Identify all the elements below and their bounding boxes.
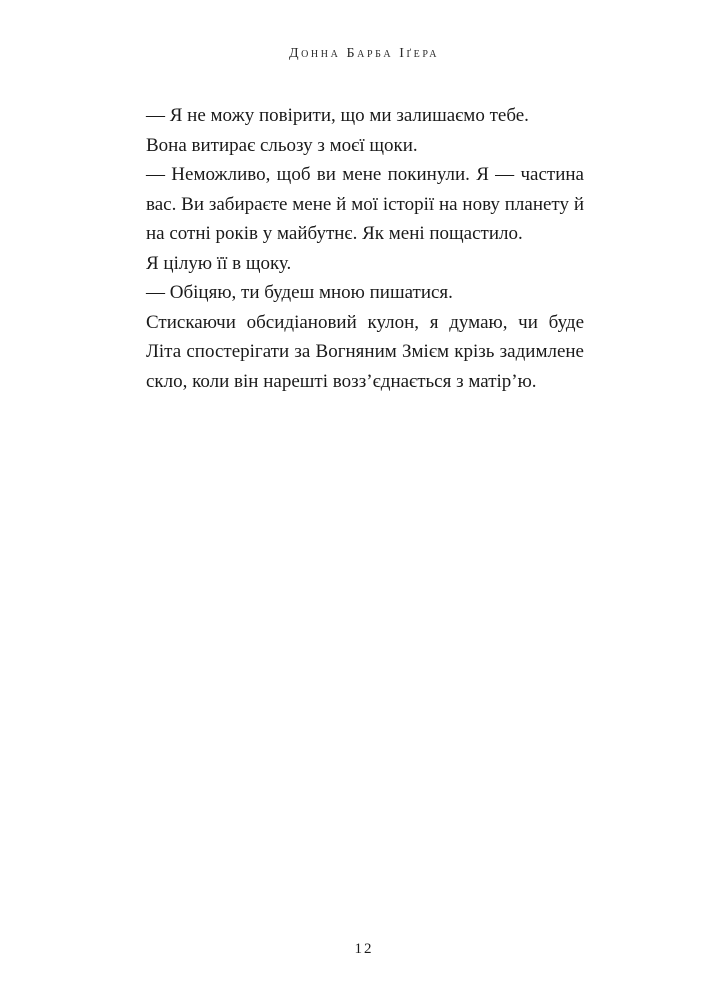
paragraph: — Я не можу повірити, що ми залишаємо тебе. — [146, 105, 529, 126]
paragraph: — Обіцяю, ти будеш мною пишатися. — [146, 282, 453, 303]
paragraph: Стискаючи обсидіановий кулон, я думаю, чи буде Літа спостерігати за Вогняним Змієм крізь задимлене скло, коли він нарешті возз’єднається з матір’ю. — [146, 311, 584, 392]
body-text — [146, 101, 584, 396]
running-head: Донна Барба Іґера — [288, 46, 440, 61]
paragraph: Я цілую її в щоку. — [146, 252, 292, 274]
paragraph: — Неможливо, щоб ви мене покинули. Я — частина вас. Ви забираєте мене й мої історії на нову планету й на сотні років у майбутнє. Як мені пощастило. — [146, 164, 584, 244]
paragraph: Вона витирає сльозу з моєї щоки. — [146, 134, 418, 156]
page-number: 12 — [354, 941, 374, 957]
